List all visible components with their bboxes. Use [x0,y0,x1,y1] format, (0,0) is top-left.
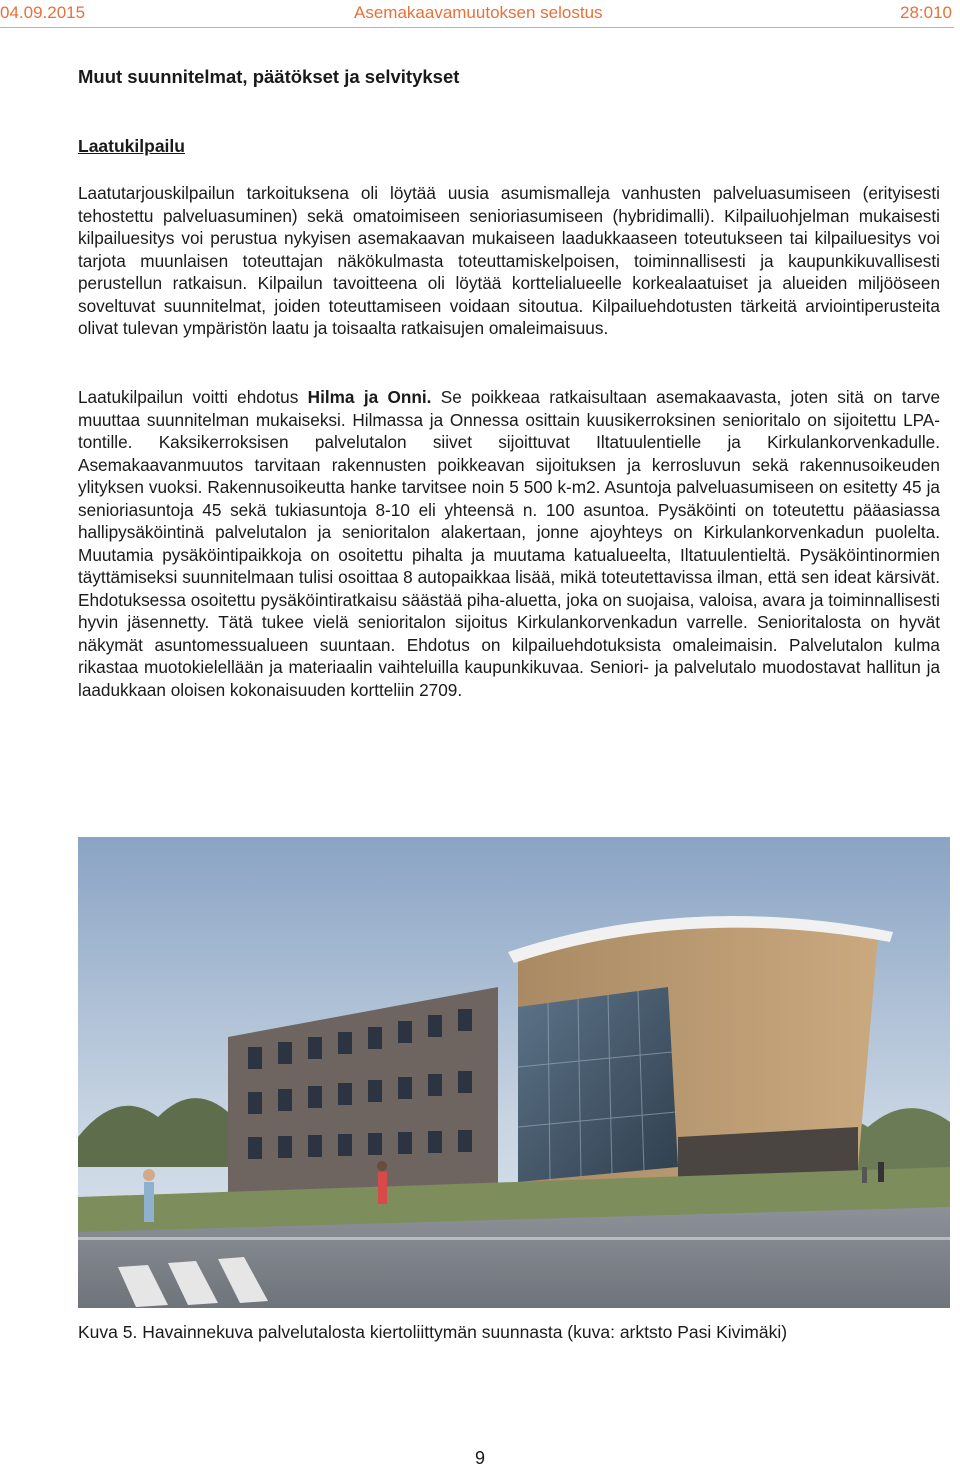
winning-entry-name: Hilma ja Onni. [307,387,432,407]
section-title: Muut suunnitelmat, päätökset ja selvitykset [78,66,460,87]
page-header [0,0,960,30]
header-title: Asemakaavamuutoksen selostus [354,3,603,22]
building-rendering-image [78,837,950,1308]
subsection-title: Laatukilpailu [78,136,185,156]
paragraph-intro: Laatukilpailun voitti ehdotus [78,387,308,407]
figure-caption: Kuva 5. Havainnekuva palvelutalosta kiertoliittymän suunnasta (kuva: arktsto Pasi Kivimäki) [78,1322,788,1342]
header-date: 04.09.2015 [0,3,86,22]
page-number: 9 [474,1448,485,1468]
header-page-ref: 28:010 [900,3,952,22]
paragraph-competition-purpose: Laatutarjouskilpailun tarkoituksena oli löytää uusia asumismalleja vanhusten palveluasumiseen (erityisesti tehostettu palveluasuminen) sekä omatoimiseen senioriasumiseen (hybridimalli). Kilpailuohjelman mukaisesti kilpailuesitys voi perustua nykyisen asemakaavan mukaiseen laadukkaaseen toteutukseen tai kilpailuesitys voi tarjota muunlaisen toteuttajan näkökulmasta toteuttamiskelpoisen, toiminnallisesti ja kaupunkikuvallisesti perustellun ratkaisun. Kilpailun tavoitteena oli löytää korttelialueelle korkealaatuiset ja alueiden miljööseen soveltuvat suunnitelmat, joiden toteuttamiseen voidaan sitoutua. Kilpailuehdotusten tärkeitä arviointiperusteita olivat tulevan ympäristön laatu ja toisaalta ratkaisujen omaleimaisuus. [78,183,940,338]
paragraph-body: Se poikkeaa ratkaisultaan asemakaavasta, joten sitä on tarve muuttaa suunnitelman mukaiseksi. Hilmassa ja Onnessa osittain kuusikerroksinen senioritalo on sijoitettu LPA-tontille. Kaksikerroksisen palvelutalon siivet sijoittuvat Iltatuulentielle ja Kirkulankorvenkadulle. Asemakaavanmuutos tarvitaan rakennusten poikkeavan sijoituksen ja kerrosluvun sekä rakennusoikeuden ylityksen vuoksi. Rakennusoikeutta hanke tarvitsee noin 5 500 k-m2. Asuntoja palveluasumiseen on esitetty 45 ja senioriasuntoja 45 sekä tukiasuntoja 8-10 eli yhteensä n. 100 asuntoa. Pysäköinti on toteutettu pääasiassa hallipysäköintinä palvelutalon ja senioritalon alakertaan, jonne ajoyhteys on Kirkulankorvenkadun puolelta. Muutamia pysäköintipaikkoja on osoitettu pihalta ja muutama katualueelta, Iltatuulentieltä. Pysäköintinormien täyttämiseksi suunnitelmaan tulisi osoittaa 8 autopaikkaa lisää, mikä toteutettavissa ilman, että sen ideat kärsivät. Ehdotuksessa osoitettu pysäköintiratkaisu säästää piha-aluetta, joka on suojaisa, valoisa, avara ja toiminnallisesti hyvin jäsennetty. Tätä tukee vielä senioritalon sijoitus Kirkulankorvenkadun varrelle. Senioritalosta on hyvät näkymät asuntomessualueen suuntaan. Ehdotus on kilpailuehdotuksista omaleimaisin. Palvelutalon kulma rikastaa muotokielellään ja materiaalin vaihteluilla kaupunkikuvaa. Seniori- ja palvelutalo muodostavat hallitun ja laadukkaan oloisen kokonaisuuden kortteliin 2709. [78,387,941,700]
building-rendering-illustration [78,837,950,1308]
header-divider [0,27,954,28]
paragraph-winning-entry [78,386,940,701]
